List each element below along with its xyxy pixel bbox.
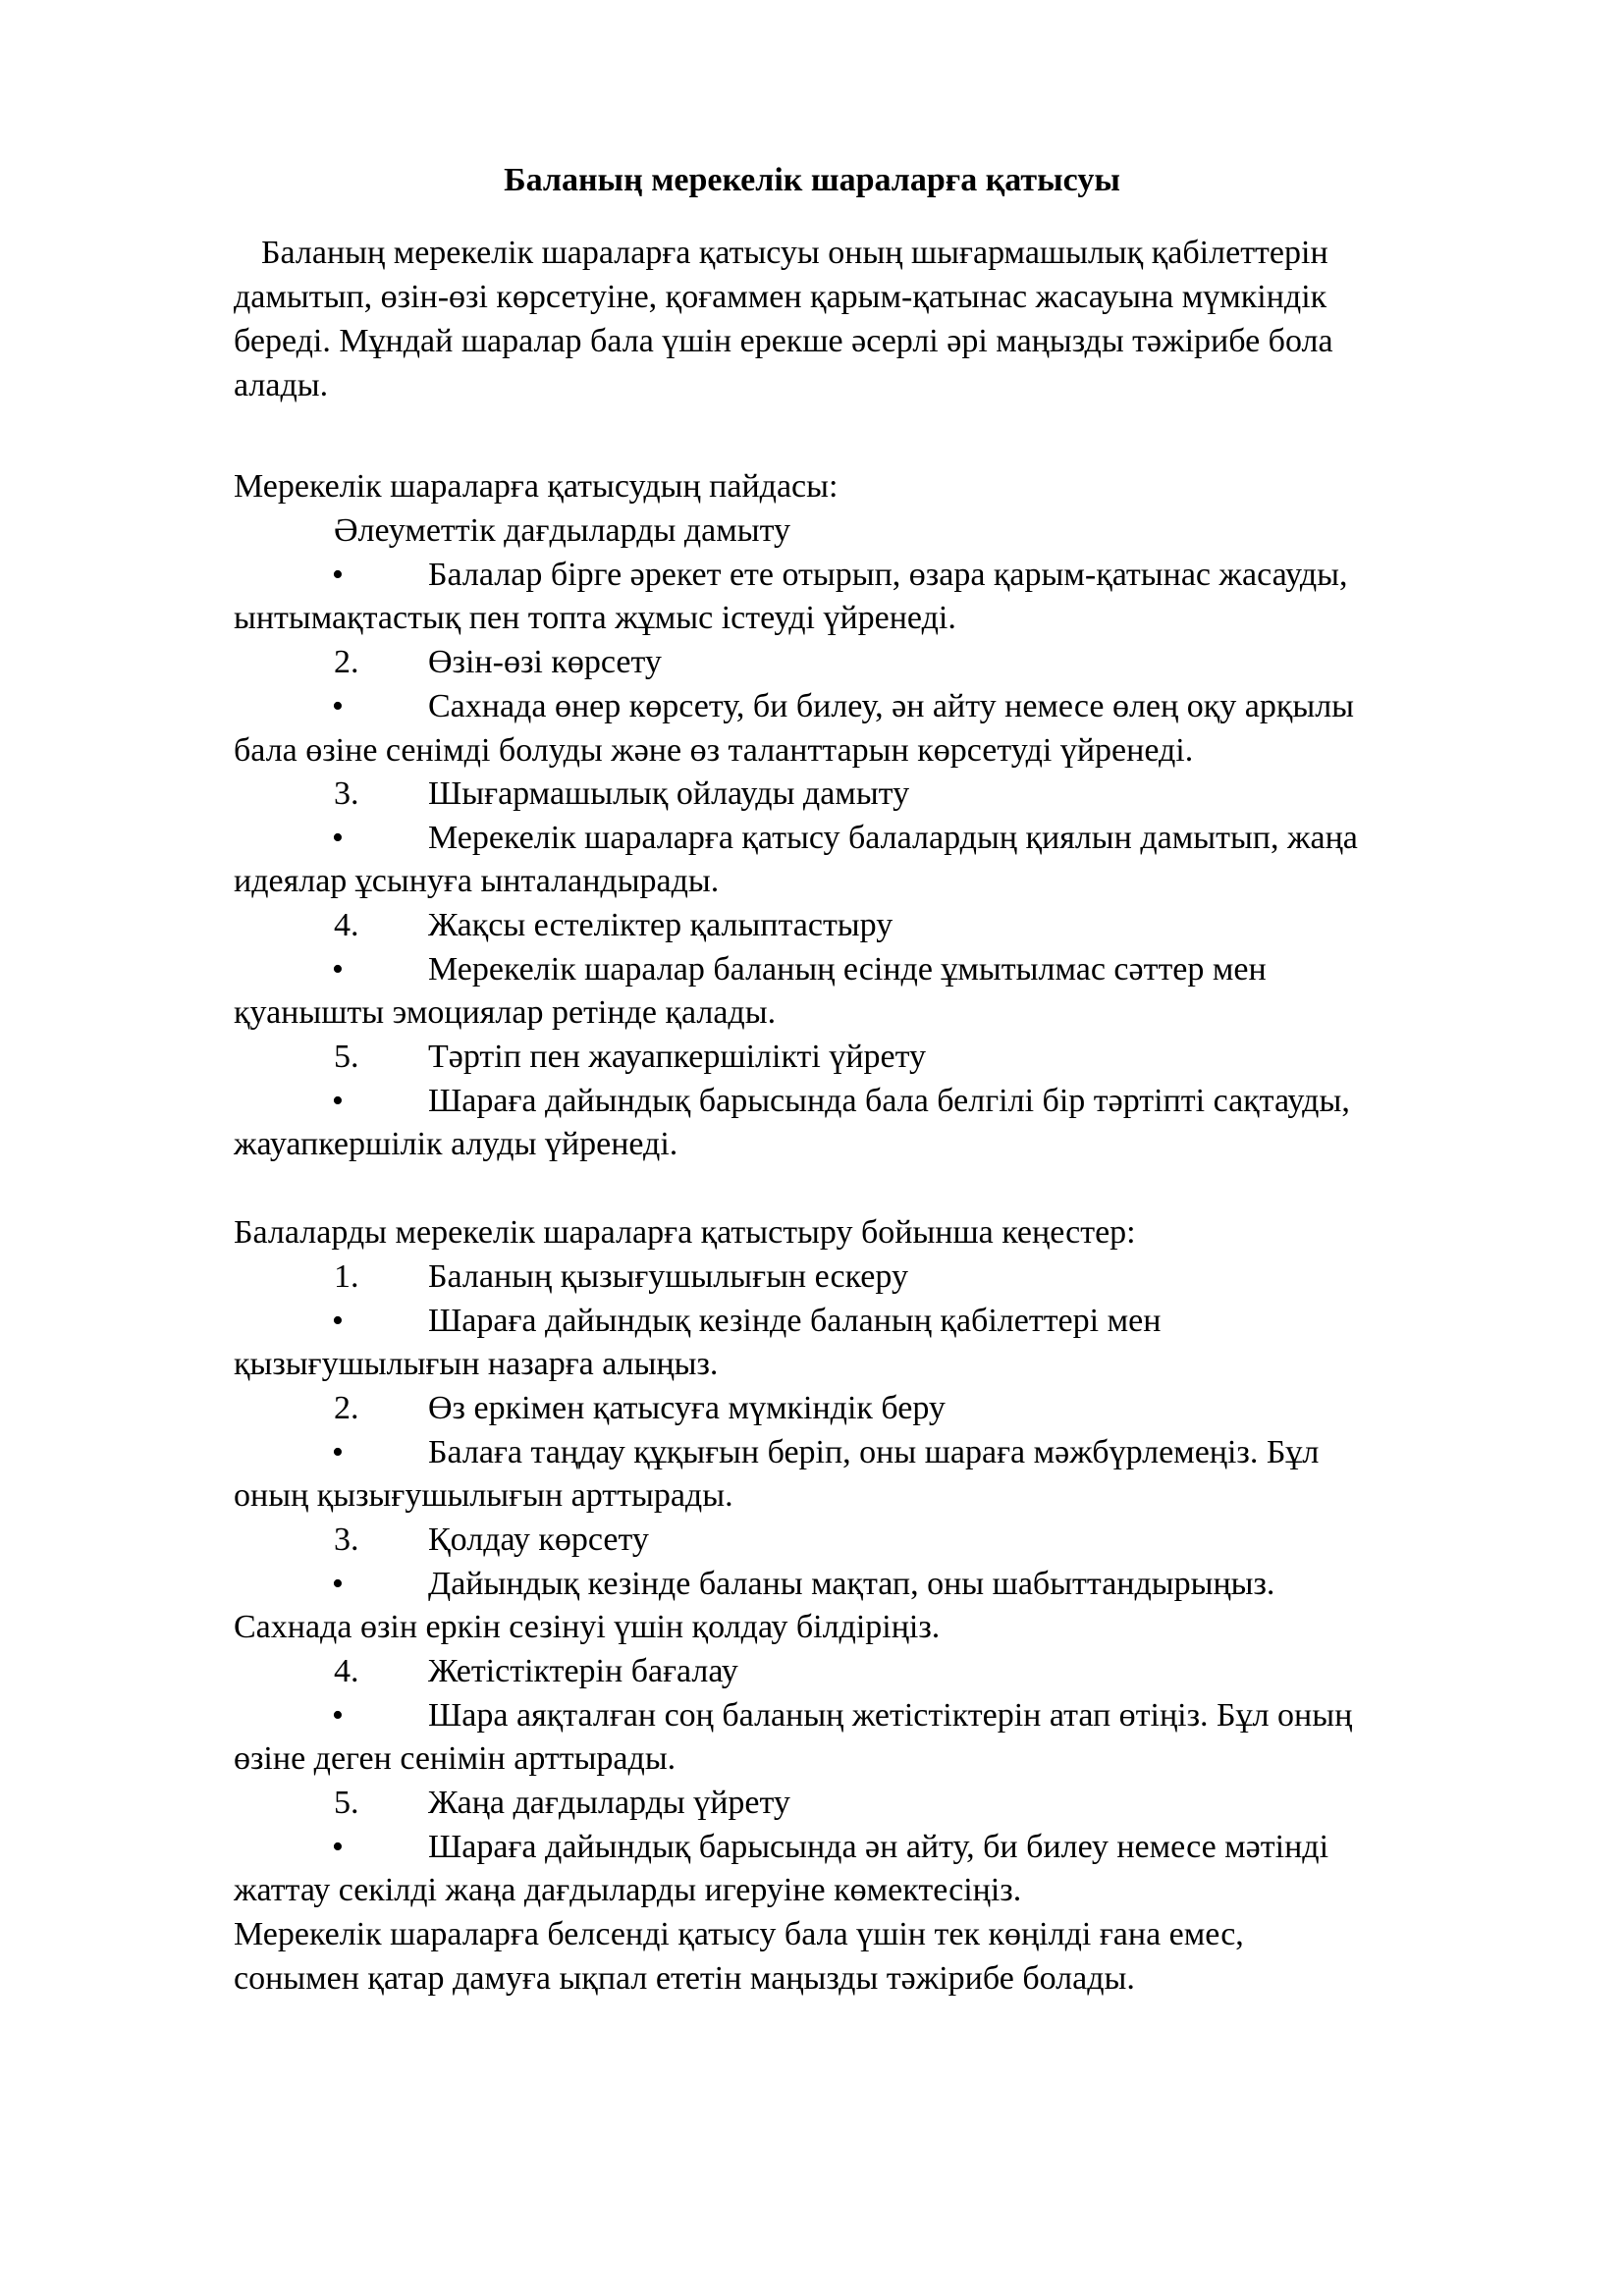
tip-item-text-cont: Сахнада өзін еркін сезінуі үшін қолдау білдіріңіз. [234,1609,941,1645]
bullet-icon: • [332,1434,344,1470]
tip-item-text: Шараға дайындық барысында ән айту, би билеу немесе мәтінді [428,1829,1329,1865]
list-number: 3. [334,775,359,812]
tip-item-title: Өз еркімен қатысуға мүмкіндік беру [428,1390,946,1426]
tip-item-title: Жаңа дағдыларды үйрету [428,1785,790,1821]
tip-item-text: Дайындық кезінде баланы мақтап, оны шабыттандырыңыз. [428,1566,1275,1602]
intro-line-4: алады. [234,367,329,403]
tip-item-text-cont: оның қызығушылығын арттырады. [234,1477,733,1514]
benefit-item-title: Әлеуметтік дағдыларды дамыту [334,512,790,549]
benefit-item-title: Өзін-өзі көрсету [428,644,662,680]
bullet-icon: • [332,1697,344,1734]
benefit-item-text: Шараға дайындық барысында бала белгілі бір тәртіпті сақтауды, [428,1083,1350,1119]
conclusion-line-2: сонымен қатар дамуға ықпал ететін маңызды тәжірибе болады. [234,1960,1135,1997]
benefit-item-title: Тәртіп пен жауапкершілікті үйрету [428,1039,927,1075]
benefit-item-text-cont: ынтымақтастық пен топта жұмыс істеуді үйренеді. [234,600,956,636]
list-number: 5. [334,1785,359,1821]
bullet-icon: • [332,1566,344,1602]
tip-item-text-cont: қызығушылығын назарға алыңыз. [234,1346,719,1382]
benefit-item-title: Шығармашылық ойлауды дамыту [428,775,910,812]
bullet-icon: • [332,820,344,856]
list-number: 2. [334,644,359,680]
tip-item-text-cont: жаттау секілді жаңа дағдыларды игеруіне көмектесіңіз. [234,1872,1022,1908]
intro-line-1: Баланың мерекелік шараларға қатысуы оның шығармашылық қабілеттерін [261,235,1328,271]
bullet-icon: • [332,1303,344,1339]
tip-item-title: Қолдау көрсету [428,1522,649,1558]
list-number: 4. [334,1653,359,1689]
bullet-icon: • [332,557,344,593]
intro-line-2: дамытып, өзін-өзі көрсетуіне, қоғаммен қарым-қатынас жасауына мүмкіндік [234,279,1327,315]
bullet-icon: • [332,1083,344,1119]
benefit-item-title: Жақсы естеліктер қалыптастыру [428,907,893,943]
list-number: 4. [334,907,359,943]
benefit-item-text: Мерекелік шараларға қатысу балалардың қиялын дамытып, жаңа [428,820,1358,856]
tip-item-text: Балаға таңдау құқығын беріп, оны шараға мәжбүрлемеңіз. Бұл [428,1434,1320,1470]
page-title: Баланың мерекелік шараларға қатысуы [504,162,1120,198]
tips-heading: Балаларды мерекелік шараларға қатыстыру бойынша кеңестер: [234,1214,1136,1251]
benefit-item-text-cont: идеялар ұсынуға ынталандырады. [234,863,720,899]
list-number: 2. [334,1390,359,1426]
benefit-item-text: Мерекелік шаралар баланың есінде ұмытылмас сәттер мен [428,951,1267,988]
benefit-item-text-cont: жауапкершілік алуды үйренеді. [234,1126,678,1162]
benefit-item-text: Балалар бірге әрекет ете отырып, өзара қарым-қатынас жасауды, [428,557,1348,593]
tip-item-title: Баланың қызығушылығын ескеру [428,1258,908,1295]
conclusion-line-1: Мерекелік шараларға белсенді қатысу бала үшін тек көңілді ғана емес, [234,1916,1244,1952]
benefit-item-text-cont: бала өзіне сенімді болуды және өз таланттарын көрсетуді үйренеді. [234,732,1194,769]
list-number: 1. [334,1258,359,1295]
bullet-icon: • [332,688,344,724]
intro-line-3: береді. Мұндай шаралар бала үшін ерекше әсерлі әрі маңызды тәжірибе бола [234,323,1333,359]
list-number: 3. [334,1522,359,1558]
bullet-icon: • [332,951,344,988]
tip-item-text-cont: өзіне деген сенімін арттырады. [234,1740,677,1777]
list-number: 5. [334,1039,359,1075]
benefit-item-text-cont: қуанышты эмоциялар ретінде қалады. [234,994,777,1031]
bullet-icon: • [332,1829,344,1865]
tip-item-text: Шараға дайындық кезінде баланың қабілеттері мен [428,1303,1162,1339]
tip-item-text: Шара аяқталған соң баланың жетістіктерін атап өтіңіз. Бұл оның [428,1697,1353,1734]
benefits-heading: Мерекелік шараларға қатысудың пайдасы: [234,468,839,505]
benefit-item-text: Сахнада өнер көрсету, би билеу, ән айту немесе өлең оқу арқылы [428,688,1355,724]
tip-item-title: Жетістіктерін бағалау [428,1653,738,1689]
